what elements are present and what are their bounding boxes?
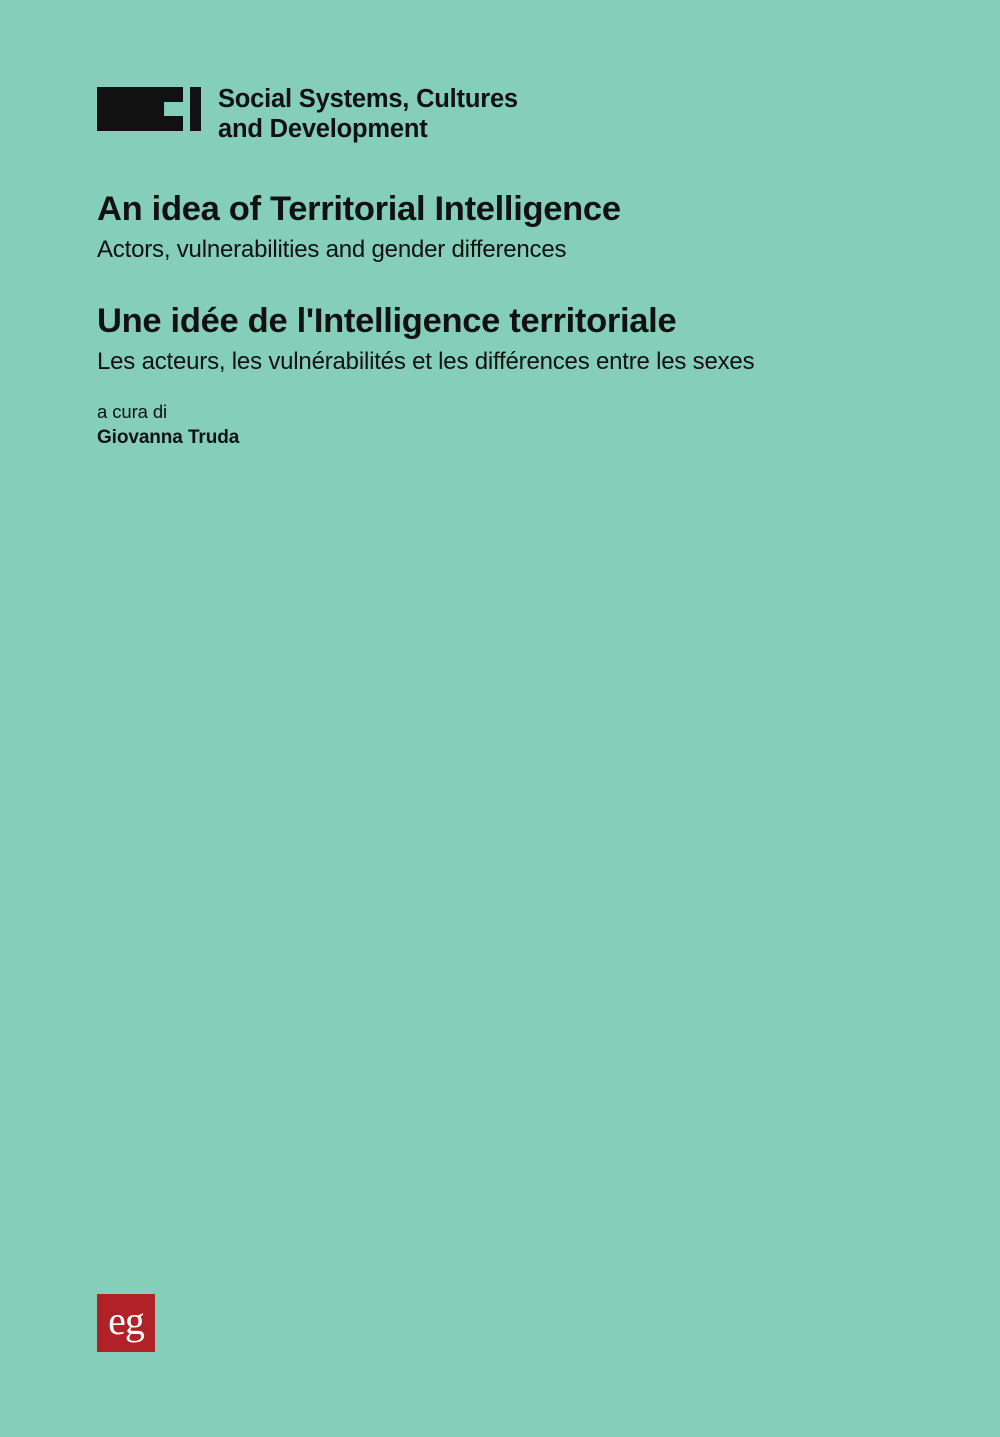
english-title-block <box>97 190 927 264</box>
series-mark-bar-icon <box>190 87 201 131</box>
book-subtitle-french: Les acteurs, les vulnérabilités et les différences entre les sexes <box>97 347 755 375</box>
series-header <box>97 84 518 145</box>
series-title-line2: and Development <box>218 115 428 144</box>
editor-label: a cura di <box>97 401 168 422</box>
french-title-block <box>97 302 957 376</box>
series-title-line1: Social Systems, Cultures <box>218 85 518 113</box>
editor-block <box>97 400 239 451</box>
book-title-english: An idea of Territorial Intelligence <box>97 190 621 228</box>
series-title <box>218 84 518 145</box>
publisher-logo-mark: eg <box>108 1298 144 1343</box>
series-mark-block-icon <box>97 87 183 131</box>
book-title-french: Une idée de l'Intelligence territoriale <box>97 302 677 340</box>
editor-name: Giovanna Truda <box>97 426 240 448</box>
publisher-logo-icon <box>97 1294 155 1352</box>
series-mark-icon <box>97 84 201 131</box>
book-subtitle-english: Actors, vulnerabilities and gender differences <box>97 235 567 263</box>
